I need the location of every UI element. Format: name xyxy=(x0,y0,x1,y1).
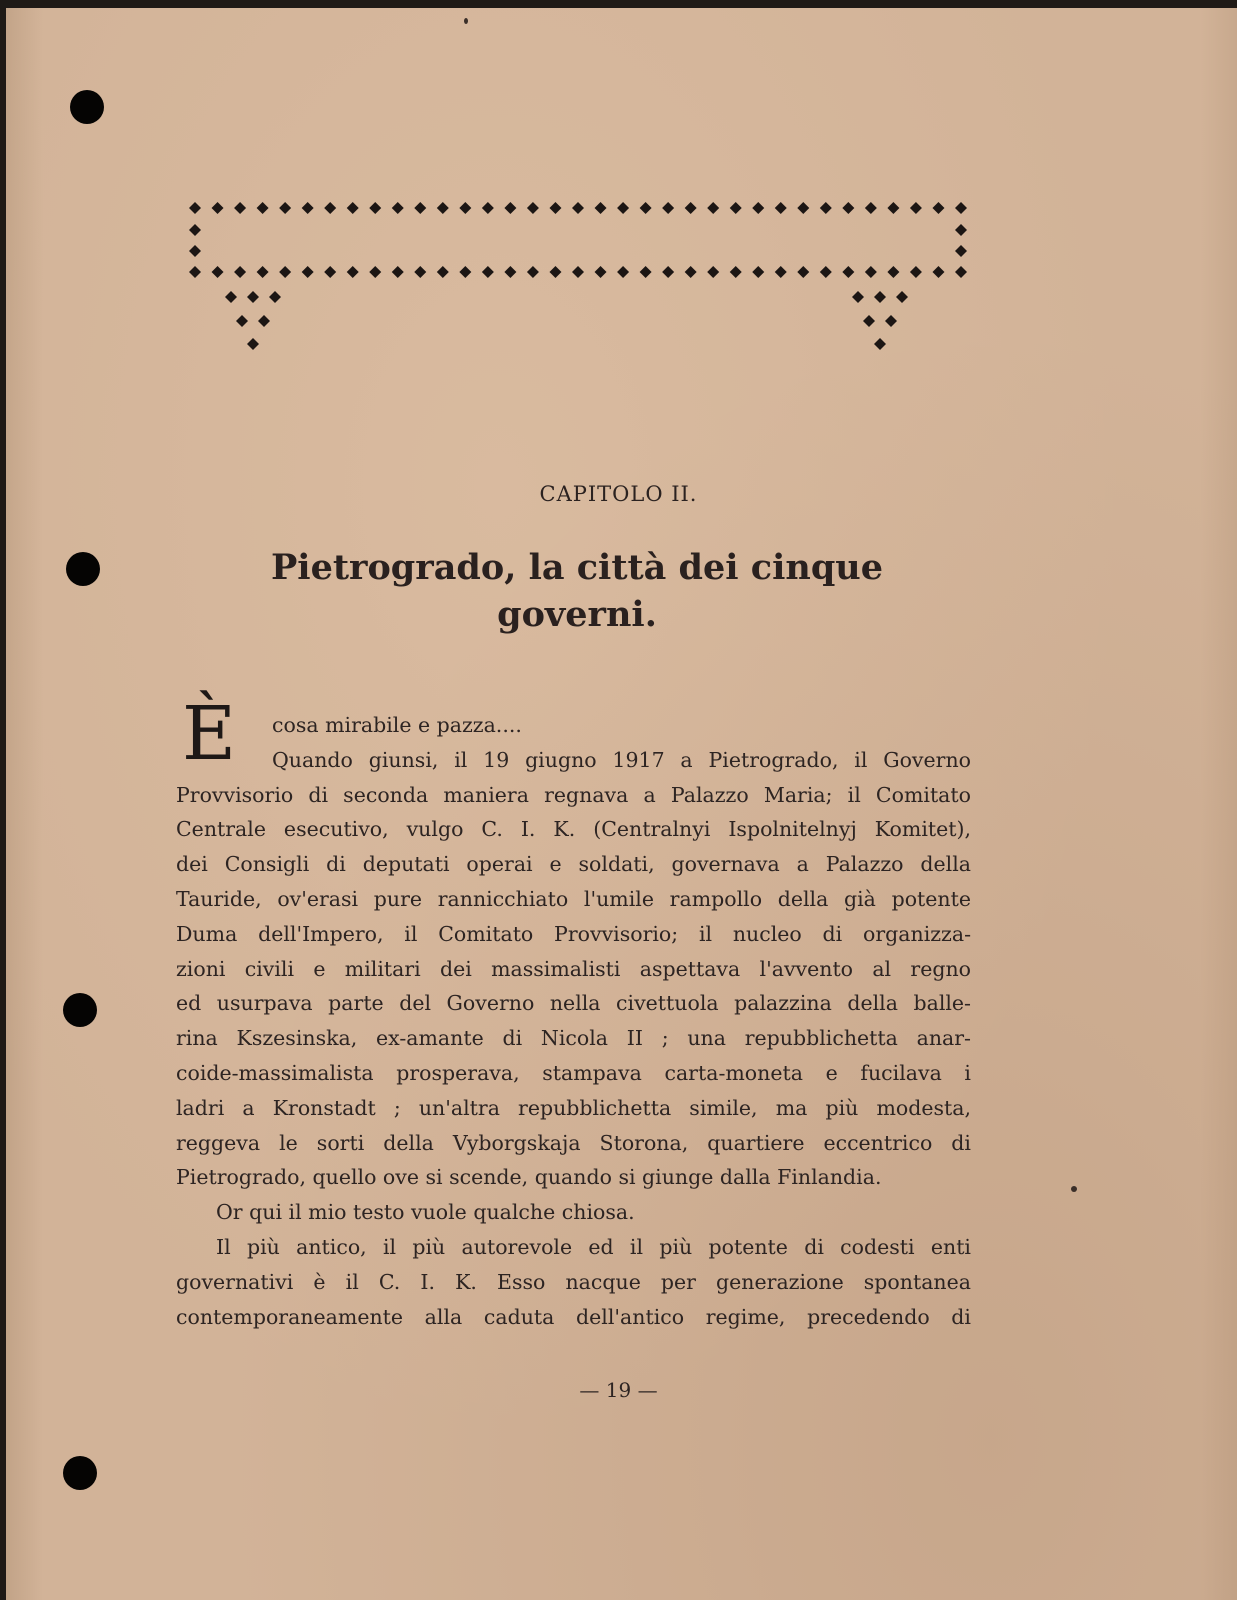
ornament-diamond xyxy=(662,202,674,214)
ornament-diamond xyxy=(797,266,809,278)
ornament-diamond xyxy=(707,202,719,214)
ornament-diamond xyxy=(910,266,922,278)
ornament-diamond xyxy=(896,291,908,303)
ornament-diamond xyxy=(459,266,471,278)
text-line: Provvisorio di seconda maniera regnava a Palazzo Maria; il Comitato xyxy=(176,782,971,807)
ornament-diamond xyxy=(752,202,764,214)
chapter-label: CAPITOLO II. xyxy=(539,482,698,506)
ornament-diamond xyxy=(236,315,248,327)
ornament-diamond xyxy=(369,266,381,278)
ornament-diamond xyxy=(887,266,899,278)
ornament-diamond xyxy=(874,338,886,350)
text-line: reggeva le sorti della Vyborgskaja Storona, quartiere eccentrico di xyxy=(176,1130,971,1155)
ornament-diamond xyxy=(234,202,246,214)
ornament-diamond xyxy=(820,202,832,214)
ornament-diamond xyxy=(257,266,269,278)
ornament-diamond xyxy=(527,266,539,278)
text-line: governativi è il C. I. K. Esso nacque per generazione spontanea xyxy=(176,1269,971,1294)
ornament-diamond xyxy=(662,266,674,278)
ornament-diamond xyxy=(865,202,877,214)
ornament-diamond xyxy=(527,202,539,214)
text-line: Duma dell'Impero, il Comitato Provvisorio; il nucleo di organizza- xyxy=(176,921,971,946)
ornament-diamond xyxy=(212,202,224,214)
ornament-diamond xyxy=(189,224,201,236)
ornament-diamond xyxy=(324,266,336,278)
ornament-diamond xyxy=(955,202,967,214)
ornament-diamond xyxy=(730,266,742,278)
text-line: zioni civili e militari dei massimalisti aspettava l'avvento al regno xyxy=(176,956,971,981)
ornament-diamond xyxy=(820,266,832,278)
ornament-diamond xyxy=(347,266,359,278)
ornament-diamond xyxy=(874,291,886,303)
paragraph-3 xyxy=(176,1230,971,1334)
ornament-diamond xyxy=(234,266,246,278)
ornament-diamond xyxy=(640,202,652,214)
ornament-diamond xyxy=(437,266,449,278)
ornament-diamond xyxy=(595,266,607,278)
ornament-diamond xyxy=(459,202,471,214)
ornament-diamond xyxy=(852,291,864,303)
ornament-diamond xyxy=(302,202,314,214)
ornament-diamond xyxy=(414,266,426,278)
binding-hole xyxy=(66,552,100,586)
ornament-diamond xyxy=(752,266,764,278)
ornament-diamond xyxy=(617,266,629,278)
ornament-diamond xyxy=(797,202,809,214)
ornament-diamond xyxy=(279,202,291,214)
ornament-diamond xyxy=(414,202,426,214)
diamond-ornament xyxy=(6,8,1237,408)
paragraph-2: Or qui il mio testo vuole qualche chiosa. xyxy=(216,1200,635,1225)
ornament-diamond xyxy=(572,202,584,214)
text-line: rina Kszesinska, ex-amante di Nicola II ; una repubblichetta anar- xyxy=(176,1026,971,1051)
ornament-diamond xyxy=(775,202,787,214)
ornament-diamond xyxy=(269,291,281,303)
ornament-diamond xyxy=(369,202,381,214)
ornament-diamond xyxy=(595,202,607,214)
ornament-diamond xyxy=(247,291,259,303)
ornament-diamond xyxy=(775,266,787,278)
ornament-diamond xyxy=(685,202,697,214)
ornament-diamond xyxy=(504,202,516,214)
paper-speck xyxy=(1071,1186,1077,1192)
ornament-diamond xyxy=(863,315,875,327)
book-page xyxy=(6,8,1237,1600)
ornament-diamond xyxy=(549,266,561,278)
ornament-diamond xyxy=(347,202,359,214)
ornament-diamond xyxy=(865,266,877,278)
ornament-diamond xyxy=(842,266,854,278)
text-line: Centrale esecutivo, vulgo C. I. K. (Centralnyi Ispolnitelnyj Komitet), xyxy=(176,817,971,842)
ornament-diamond xyxy=(258,315,270,327)
drop-cap-letter: È xyxy=(182,691,237,777)
ornament-diamond xyxy=(437,202,449,214)
ornament-diamond xyxy=(279,266,291,278)
text-line: coide-massimalista prosperava, stampava carta-moneta e fucilava i xyxy=(176,1060,971,1085)
ornament-diamond xyxy=(302,266,314,278)
ornament-diamond xyxy=(247,338,259,350)
ornament-diamond xyxy=(504,266,516,278)
page-number: — 19 — xyxy=(579,1378,658,1402)
ornament-diamond xyxy=(482,202,494,214)
ornament-diamond xyxy=(212,266,224,278)
ornament-diamond xyxy=(955,245,967,257)
ornament-diamond xyxy=(482,266,494,278)
ornament-diamond xyxy=(225,291,237,303)
ornament-diamond xyxy=(910,202,922,214)
text-line: Pietrogrado, quello ove si scende, quando si giunge dalla Finlandia. xyxy=(176,1165,882,1190)
ornament-diamond xyxy=(640,266,652,278)
ornament-diamond xyxy=(842,202,854,214)
ornament-diamond xyxy=(932,202,944,214)
ornament-diamond xyxy=(549,202,561,214)
binding-hole xyxy=(63,993,97,1027)
ornament-diamond xyxy=(189,245,201,257)
binding-hole xyxy=(63,1456,97,1490)
body-text xyxy=(176,708,971,1334)
ornament-diamond xyxy=(392,202,404,214)
opening-line: cosa mirabile e pazza.... xyxy=(272,713,522,737)
ornament-diamond xyxy=(955,266,967,278)
ornament-diamond xyxy=(392,266,404,278)
ornament-diamond xyxy=(189,202,201,214)
text-line: ladri a Kronstadt ; un'altra repubblichetta simile, ma più modesta, xyxy=(176,1095,971,1120)
ornament-diamond xyxy=(885,315,897,327)
text-line: contemporaneamente alla caduta dell'antico regime, precedendo di xyxy=(176,1304,971,1329)
ornament-diamond xyxy=(324,202,336,214)
ornament-diamond xyxy=(887,202,899,214)
paragraph-1 xyxy=(176,743,971,1195)
ornament-diamond xyxy=(257,202,269,214)
text-line: Il più antico, il più autorevole ed il più potente di codesti enti xyxy=(216,1234,971,1259)
ornament-diamond xyxy=(932,266,944,278)
chapter-title: Pietrogrado, la città dei cinque governi. xyxy=(270,547,884,635)
ornament-diamond xyxy=(685,266,697,278)
text-line: dei Consigli di deputati operai e soldati, governava a Palazzo della xyxy=(176,852,971,877)
ornament-diamond xyxy=(955,224,967,236)
text-line: Quando giunsi, il 19 giugno 1917 a Pietrogrado, il Governo xyxy=(272,747,971,772)
ornament-diamond xyxy=(189,266,201,278)
ornament-diamond xyxy=(730,202,742,214)
ornament-diamond xyxy=(707,266,719,278)
text-line: ed usurpava parte del Governo nella civettuola palazzina della balle- xyxy=(176,991,971,1016)
text-line: Tauride, ov'erasi pure rannicchiato l'umile rampollo della già potente xyxy=(176,886,971,911)
ornament-diamond xyxy=(572,266,584,278)
ornament-diamond xyxy=(617,202,629,214)
